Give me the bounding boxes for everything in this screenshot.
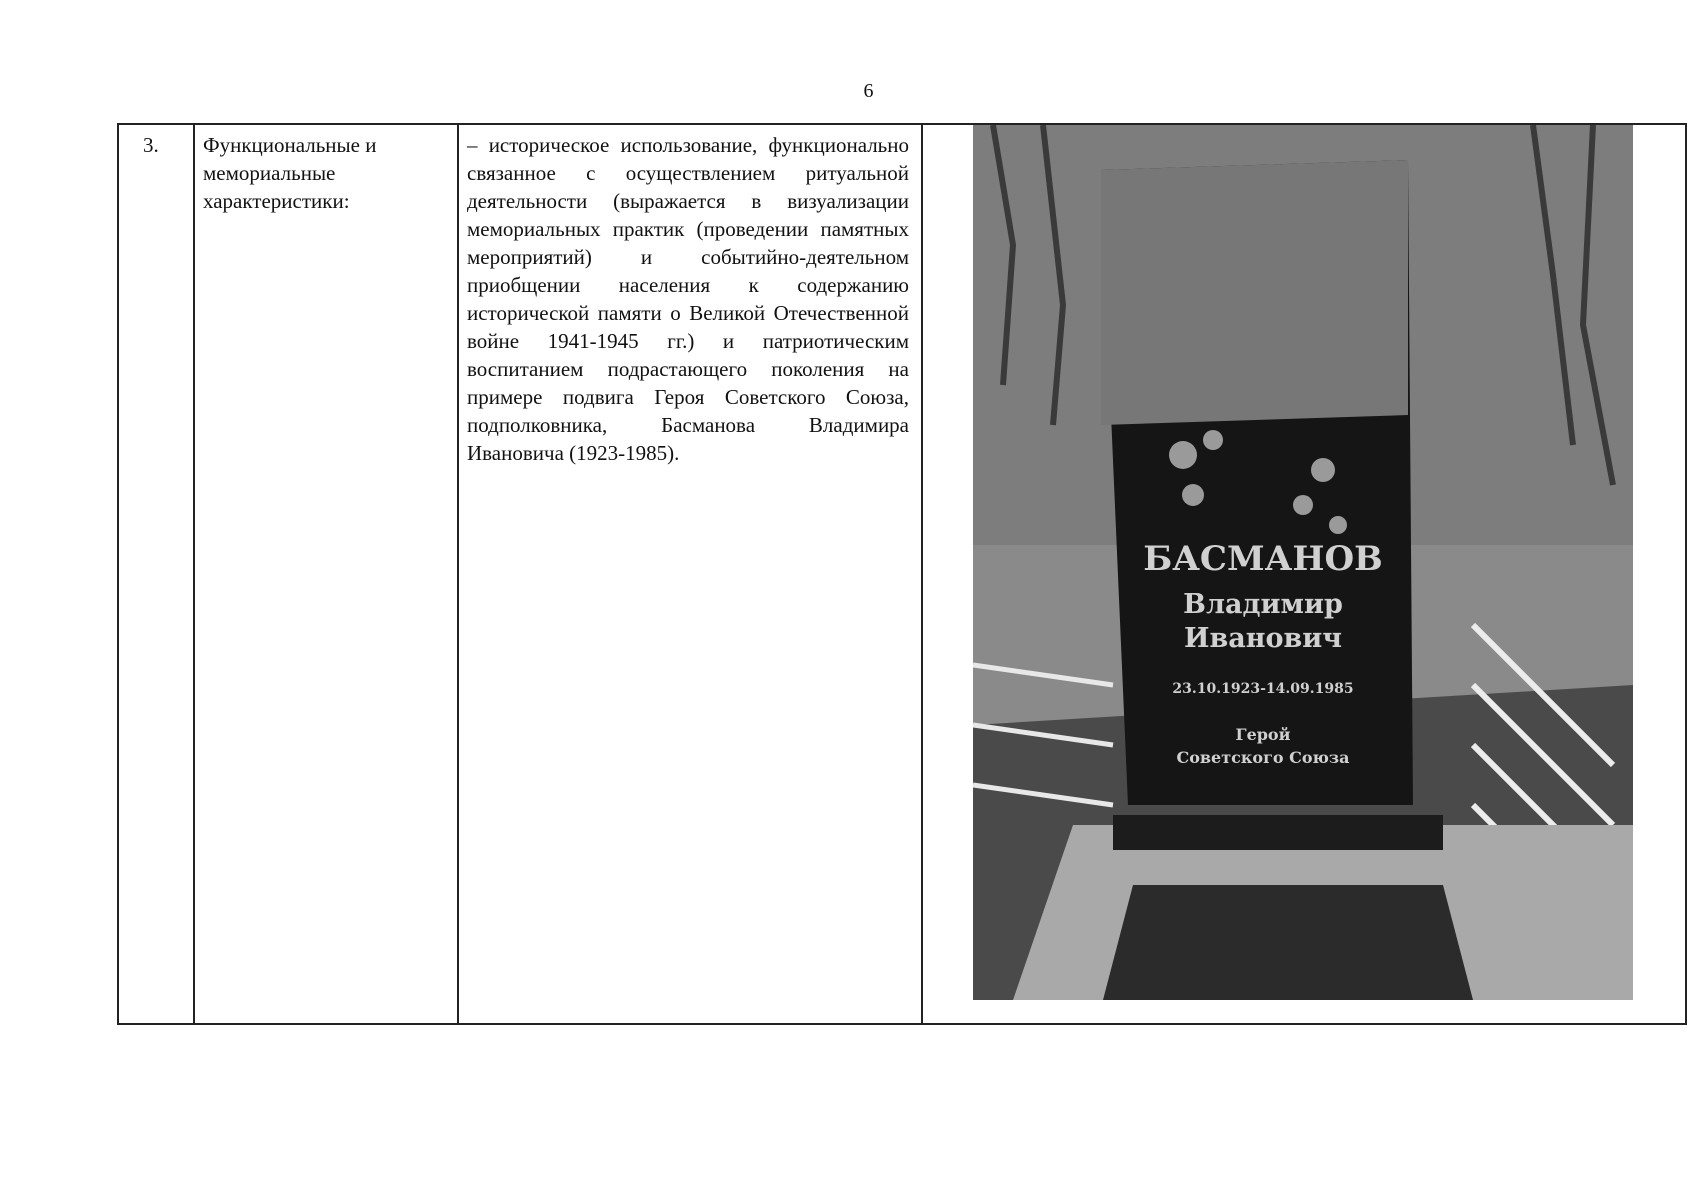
- row-name: Функциональные и мемориальные характеристики:: [203, 133, 377, 213]
- characteristics-table: [117, 123, 1687, 1025]
- row-name-cell: [195, 125, 459, 1023]
- monument-surname: БАСМАНОВ: [1143, 539, 1383, 579]
- monument-dates: 23.10.1923-14.09.1985: [1172, 681, 1354, 697]
- row-photo-cell: [923, 125, 1685, 1023]
- row-number-cell: [119, 125, 195, 1023]
- monument-title-line2: Советского Союза: [1176, 748, 1350, 767]
- monument-patronymic: Иванович: [1183, 623, 1343, 654]
- monument-photo: [973, 125, 1633, 1000]
- monument-first-name: Владимир: [1183, 589, 1343, 620]
- row-description-cell: [459, 125, 923, 1023]
- monument-title-line1: Герой: [1235, 725, 1291, 744]
- row-description: – историческое использование, функционально связанное с осуществлением ритуальной деятельности (выражается в визуализации мемориальных практик (проведении памятных мероприятий) и событийно-деятельном приобщении населения к содержанию исторической памяти о Великой Отечественной войне 1941-1945 гг.) и патриотическим воспитанием подрастающего поколения на примере подвига Героя Советского Союза, подполковника, Басманова Владимира Ивановича (1923-1985).: [467, 133, 909, 465]
- page-number: 6: [863, 80, 874, 102]
- row-number: 3.: [143, 133, 159, 157]
